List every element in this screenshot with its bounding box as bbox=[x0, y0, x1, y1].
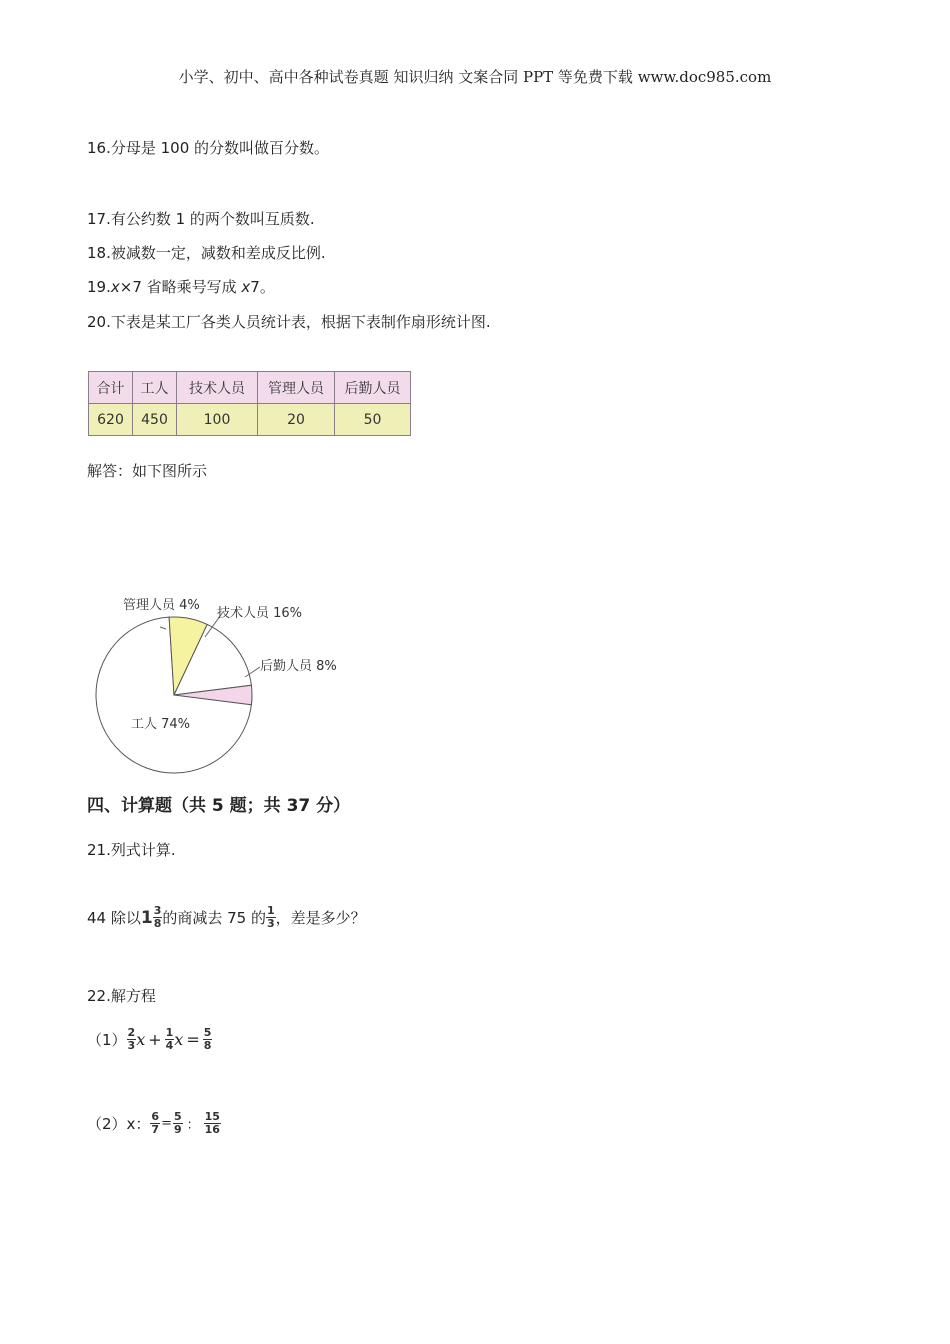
eq1-frac-c bbox=[203, 1027, 213, 1052]
pie-slices bbox=[96, 617, 252, 773]
fraction-denominator: 7 bbox=[151, 1123, 160, 1136]
table-header-row bbox=[89, 372, 411, 404]
eq1-plus: + bbox=[148, 1030, 162, 1049]
mixed-number-whole: 1 bbox=[140, 907, 153, 928]
fraction-denominator: 4 bbox=[165, 1039, 174, 1052]
q21-text-c: ，差是多少？ bbox=[275, 909, 366, 927]
pie-label-worker: 工人 74% bbox=[131, 717, 191, 732]
q19-prefix: 19. bbox=[87, 278, 111, 296]
question-16: 16.分母是 100 的分数叫做百分数。 bbox=[87, 139, 330, 157]
q19-var2: x bbox=[241, 278, 251, 296]
table-cell: 50 bbox=[335, 404, 411, 436]
fraction-denominator: 3 bbox=[127, 1039, 136, 1052]
pie-chart bbox=[80, 585, 380, 785]
eq1-equals: = bbox=[186, 1030, 200, 1049]
eq2-colon: ： bbox=[186, 1118, 200, 1133]
question-22: 22.解方程 bbox=[87, 987, 156, 1005]
eq1-frac-a bbox=[127, 1027, 137, 1052]
eq2-frac-b bbox=[173, 1111, 183, 1136]
mixed-number-fraction bbox=[153, 905, 163, 930]
fraction-one-third bbox=[266, 905, 276, 930]
eq1-var-a: x bbox=[136, 1030, 146, 1049]
equation-2 bbox=[87, 1111, 221, 1136]
eq1-var-b: x bbox=[174, 1030, 184, 1049]
answer-text: 解答：如下图所示 bbox=[87, 462, 208, 480]
staff-stats-table bbox=[88, 371, 411, 436]
eq2-equals: = bbox=[161, 1116, 172, 1131]
table-header-cell: 合计 bbox=[89, 372, 133, 404]
fraction-numerator: 1 bbox=[266, 904, 275, 917]
fraction-numerator: 1 bbox=[165, 1026, 174, 1039]
fraction-numerator: 6 bbox=[151, 1110, 160, 1123]
question-19 bbox=[87, 276, 275, 297]
fraction-numerator: 3 bbox=[153, 904, 162, 917]
section-4-title: 四、计算题（共 5 题；共 37 分） bbox=[87, 796, 351, 816]
q19-suffix: 7。 bbox=[250, 278, 275, 296]
fraction-denominator: 16 bbox=[204, 1123, 220, 1136]
question-21: 21.列式计算. bbox=[87, 841, 176, 859]
pie-label-logistics: 后勤人员 8% bbox=[260, 659, 337, 674]
equation-1 bbox=[87, 1027, 212, 1052]
question-21-body bbox=[87, 905, 366, 930]
pie-label-tech: 技术人员 16% bbox=[217, 606, 303, 621]
q21-text-a: 44 除以 bbox=[87, 909, 141, 927]
fraction-denominator: 3 bbox=[266, 917, 275, 930]
fraction-numerator: 2 bbox=[127, 1026, 136, 1039]
table-row bbox=[89, 404, 411, 436]
table-cell: 450 bbox=[133, 404, 177, 436]
fraction-numerator: 15 bbox=[204, 1110, 220, 1123]
question-20: 20.下表是某工厂各类人员统计表，根据下表制作扇形统计图. bbox=[87, 313, 491, 331]
question-17: 17.有公约数 1 的两个数叫互质数. bbox=[87, 210, 315, 228]
table-header-cell: 技术人员 bbox=[177, 372, 258, 404]
fraction-denominator: 8 bbox=[203, 1039, 212, 1052]
q19-var: x bbox=[110, 278, 120, 296]
table-header-cell: 工人 bbox=[133, 372, 177, 404]
eq1-frac-b bbox=[165, 1027, 175, 1052]
table-header-cell: 后勤人员 bbox=[335, 372, 411, 404]
equation-1-label: （1） bbox=[87, 1031, 127, 1049]
table-cell: 20 bbox=[258, 404, 335, 436]
fraction-denominator: 9 bbox=[173, 1123, 182, 1136]
eq2-frac-a bbox=[150, 1111, 160, 1136]
equation-2-label: （2）x： bbox=[87, 1115, 151, 1133]
table-header-cell: 管理人员 bbox=[258, 372, 335, 404]
fraction-numerator: 5 bbox=[173, 1110, 182, 1123]
q19-mid: ×7 省略乘号写成 bbox=[119, 278, 242, 296]
q21-text-b: 的商减去 75 的 bbox=[162, 909, 266, 927]
question-18: 18.被减数一定，减数和差成反比例. bbox=[87, 244, 326, 262]
table-cell: 620 bbox=[89, 404, 133, 436]
page-header: 小学、初中、高中各种试卷真题 知识归纳 文案合同 PPT 等免费下载 www.doc985.com bbox=[178, 68, 772, 86]
fraction-denominator: 8 bbox=[153, 917, 162, 930]
fraction-numerator: 5 bbox=[203, 1026, 212, 1039]
pie-label-manager: 管理人员 4% bbox=[123, 598, 200, 613]
eq2-frac-c bbox=[204, 1111, 221, 1136]
table-cell: 100 bbox=[177, 404, 258, 436]
